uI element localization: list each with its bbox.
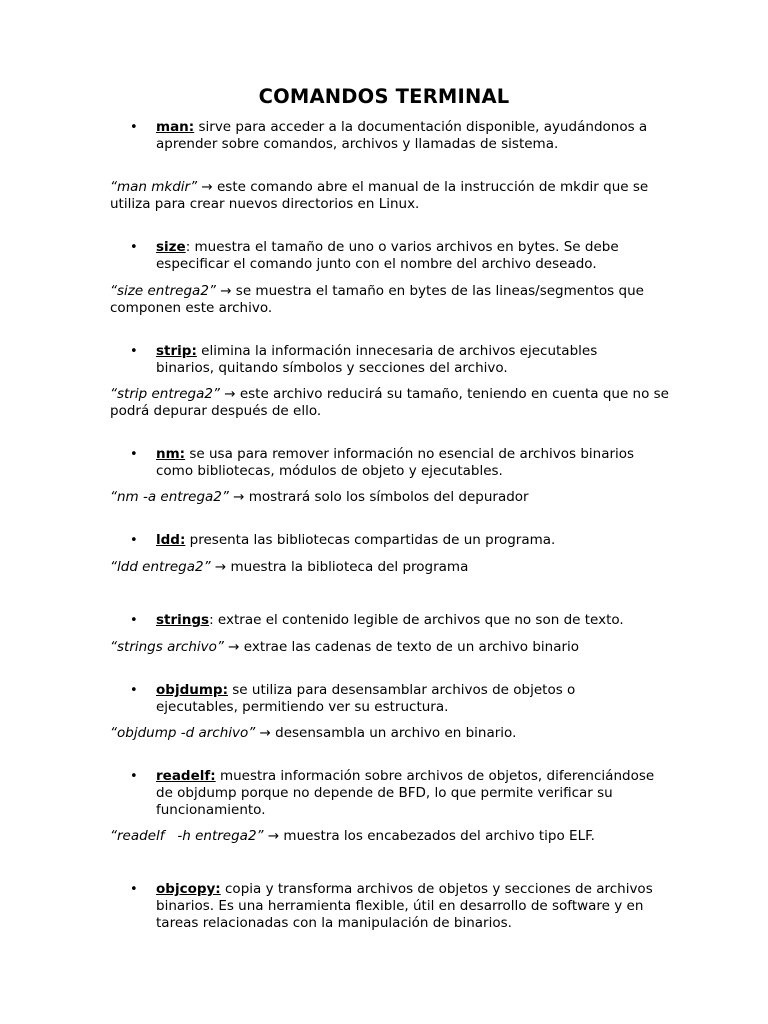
- bullet-icon: •: [130, 533, 138, 548]
- bullet-icon: •: [130, 882, 138, 897]
- command-name: strip:: [156, 343, 197, 359]
- example-command: “ldd entrega2”: [110, 559, 211, 575]
- list-item-strings: [130, 612, 656, 629]
- bullet-icon: •: [130, 683, 138, 698]
- command-name: strings: [156, 612, 210, 628]
- command-name: objcopy:: [156, 881, 221, 897]
- command-description: : muestra el tamaño de uno o varios archivos en bytes. Se debe especificar el comando junto con el nombre del archivo deseado.: [156, 239, 619, 272]
- example-command: “strings archivo”: [110, 639, 224, 655]
- command-name: ldd:: [156, 532, 186, 548]
- command-description: copia y transforma archivos de objetos y secciones de archivos binarios. Es una herramienta flexible, útil en desarrollo de software y en tareas relacionadas con la manipulación de binarios.: [156, 881, 653, 931]
- example-explanation: → se muestra el tamaño en bytes de las lineas/segmentos que componen este archivo.: [110, 283, 644, 316]
- example-command: “man mkdir”: [110, 179, 198, 195]
- list-item-strip: [130, 343, 656, 377]
- command-description: elimina la información innecesaria de archivos ejecutables binarios, quitando símbolos y secciones del archivo.: [156, 343, 598, 376]
- bullet-icon: •: [130, 240, 138, 255]
- list-item-objcopy: [130, 881, 656, 932]
- example-explanation: → este archivo reducirá su tamaño, teniendo en cuenta que no se podrá depurar después de ello.: [110, 386, 669, 419]
- example-explanation: → desensambla un archivo en binario.: [255, 725, 517, 741]
- example-line-size: [110, 283, 670, 317]
- example-command: “nm -a entrega2”: [110, 489, 229, 505]
- example-line-readelf: [110, 828, 670, 845]
- bullet-icon: •: [130, 769, 138, 784]
- command-name: nm:: [156, 446, 186, 462]
- example-line-man: [110, 179, 670, 213]
- bullet-icon: •: [130, 447, 138, 462]
- list-item-ldd: [130, 532, 656, 549]
- list-item-size: [130, 239, 656, 273]
- example-line-nm: [110, 489, 670, 506]
- command-description: se usa para remover información no esencial de archivos binarios como bibliotecas, módulos de objeto y ejecutables.: [156, 446, 635, 479]
- example-line-strings: [110, 639, 670, 656]
- example-command: “readelf -h entrega2”: [110, 828, 264, 844]
- example-command: “objdump -d archivo”: [110, 725, 256, 741]
- example-command: “size entrega2”: [110, 283, 216, 299]
- example-explanation: → extrae las cadenas de texto de un archivo binario: [223, 639, 580, 655]
- list-item-objdump: [130, 682, 656, 716]
- list-item-nm: [130, 446, 656, 480]
- command-name: readelf:: [156, 768, 216, 784]
- bullet-icon: •: [130, 344, 138, 359]
- command-description: presenta las bibliotecas compartidas de un programa.: [185, 532, 556, 548]
- list-item-readelf: [130, 768, 656, 819]
- example-explanation: → mostrará solo los símbolos del depurador: [228, 489, 529, 505]
- command-description: muestra información sobre archivos de objetos, diferenciándose de objdump porque no depende de BFD, lo que permite verificar su funcionamiento.: [156, 768, 655, 818]
- command-name: man:: [156, 119, 195, 135]
- command-description: sirve para acceder a la documentación disponible, ayudándonos a aprender sobre comandos, archivos y llamadas de sistema.: [156, 119, 648, 152]
- example-line-strip: [110, 386, 670, 420]
- example-explanation: → este comando abre el manual de la instrucción de mkdir que se utiliza para crear nuevos directorios en Linux.: [110, 179, 649, 212]
- list-item-man: [130, 119, 656, 153]
- page-title: COMANDOS TERMINAL: [258, 85, 510, 108]
- example-command: “strip entrega2”: [110, 386, 220, 402]
- example-explanation: → muestra los encabezados del archivo tipo ELF.: [263, 828, 595, 844]
- command-description: se utiliza para desensamblar archivos de objetos o ejecutables, permitiendo ver su estructura.: [156, 682, 576, 715]
- example-line-ldd: [110, 559, 670, 576]
- example-line-objdump: [110, 725, 670, 742]
- example-explanation: → muestra la biblioteca del programa: [210, 559, 469, 575]
- command-description: : extrae el contenido legible de archivos que no son de texto.: [209, 612, 624, 628]
- command-name: objdump:: [156, 682, 228, 698]
- bullet-icon: •: [130, 120, 138, 135]
- bullet-icon: •: [130, 613, 138, 628]
- command-name: size: [156, 239, 186, 255]
